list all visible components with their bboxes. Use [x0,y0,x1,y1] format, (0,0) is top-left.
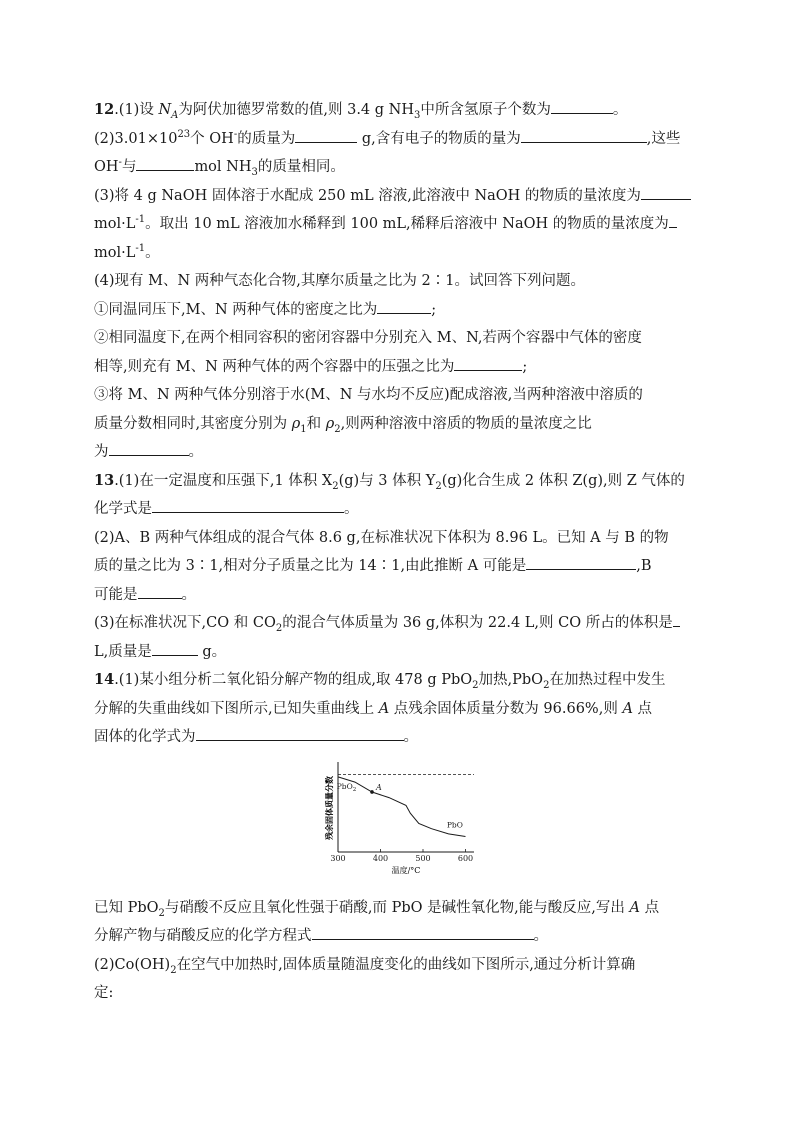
chart-svg [322,758,482,876]
q13-line-6: (3)在标准状况下,CO 和 $CO_2$的混合气体质量为 36 g,体积为 22.4 L,则 CO 所占的体积是 [94,609,700,638]
question-number-12: 12 [94,101,115,118]
q13-line-4: 质的量之比为 3∶1,相对分子质量之比为 14∶1,由此推断 A 可能是 ,B [94,552,700,581]
q14-line-5: 分解产物与硝酸反应的化学方程式 。 [94,922,700,951]
q13-line-3: (2)A、B 两种气体组成的混合气体 8.6 g,在标准状况下体积为 8.96 L。已知 A 与 B 的物 [94,529,669,546]
answer-blank [521,128,647,143]
q12-line-4: (3)将 4 g NaOH 固体溶于水配成 250 mL 溶液,此溶液中 NaOH 的物质的量浓度为 [94,182,700,211]
q12-line-1: 12.(1)设 $N_A$为阿伏加德罗常数的值,则 3.4 g $NH_3$中所含氢原子个数为 。 [94,101,628,121]
chart-marks [337,777,466,837]
answer-blank [152,498,344,513]
curve-label-pbo2: PbO$_2$ [336,781,357,793]
q12-line-6: $mol\cdot L^{-1}$。 [94,242,160,261]
q14-line-7: 定: [94,985,114,1001]
q12-line-7: (4)现有 M、N 两种气态化合物,其摩尔质量之比为 2∶1。试回答下列问题。 [94,273,585,289]
answer-blank [377,299,431,314]
x-axis-label: 温度/°C [391,866,421,875]
q12-line-5: $mol\cdot L^{-1}$。取出 10 mL 溶液加水稀释到 100 mL,稀释后溶液中 NaOH 的物质的量浓度为 [94,210,700,239]
answer-blank [641,185,691,200]
q14-line-4: 已知 PbO$_2$与硝酸不反应且氧化性强于硝酸,而 PbO 是碱性氧化物,能与酸反应,写出 A 点 [94,899,660,919]
point-a-label: A [376,782,382,792]
q12-line-8: ①同温同压下,M、N 两种气体的密度之比为 ; [94,296,700,325]
q12-line-12: 质量分数相同时,其密度分别为 $\rho_1$和 $\rho_2$,则两种溶液中溶质的物质的量浓度之比 [94,415,592,435]
q12-line-3: OH-与 mol $NH_3$的质量相同。 [94,157,345,178]
answer-blank [138,584,182,599]
x-tick-label: 300 [330,854,346,863]
question-number-13: 13 [94,471,115,489]
answer-blank [673,612,680,627]
weight-loss-chart [322,758,482,876]
q14-line-1: 14.(1)某小组分析二氧化铅分解产物的组成,取 478 g PbO$_2$加热,PbO$_2$在加热过程中发生 [94,671,666,691]
q14-line-3: 固体的化学式为 。 [94,723,700,752]
answer-blank [136,156,194,171]
q13-line-7: L,质量是 g。 [94,638,700,667]
q13-line-5: 可能是 。 [94,581,700,610]
answer-blank [152,641,198,656]
chart-axes [330,762,474,863]
point-a-marker [370,790,374,794]
x-tick-label: 500 [415,854,431,863]
q14-line-6: $(2)Co(OH)_2$在空气中加热时,固体质量随温度变化的曲线如下图所示,通过分析计算确 [94,956,636,976]
q12-line-11: ③将 M、N 两种气体分别溶于水(M、N 与水均不反应)配成溶液,当两种溶液中溶质的 [94,387,643,403]
answer-blank [454,356,522,371]
q12-line-13: 为 。 [94,438,700,467]
q13-line-2: 化学式是 。 [94,495,700,524]
x-tick-label: 600 [457,854,474,863]
answer-blank [551,99,613,114]
q14-line-2: 分解的失重曲线如下图所示,已知失重曲线上 A 点残余固体质量分数为 96.66%,则 A 点 [94,700,653,717]
q13-line-1: 13.(1)在一定温度和压强下,1 体积 $X_2(g)$与 3 体积 $Y_2(g)$化合生成 2 体积 Z(g),则 Z 气体的 [94,471,685,492]
answer-blank [196,726,404,741]
answer-blank [109,441,189,456]
y-axis-label: 残余固体质量分数 [324,776,334,840]
q12-line-9: ②相同温度下,在两个相同容积的密闭容器中分别充入 M、N,若两个容器中气体的密度 [94,330,642,346]
curve-label-pbo: PbO [446,820,463,830]
x-tick-label: 400 [372,854,389,863]
answer-blank [312,925,534,940]
answer-blank [526,555,636,570]
q12-line-2: $(2)3.01\times 10^{23}$个 OH-的质量为 g,含有电子的物质的量为 ,这些 [94,128,681,147]
question-number-14: 14 [94,671,115,688]
answer-blank [295,128,357,143]
q12-line-10: 相等,则充有 M、N 两种气体的两个容器中的压强之比为 ; [94,353,700,382]
answer-blank [669,213,677,228]
